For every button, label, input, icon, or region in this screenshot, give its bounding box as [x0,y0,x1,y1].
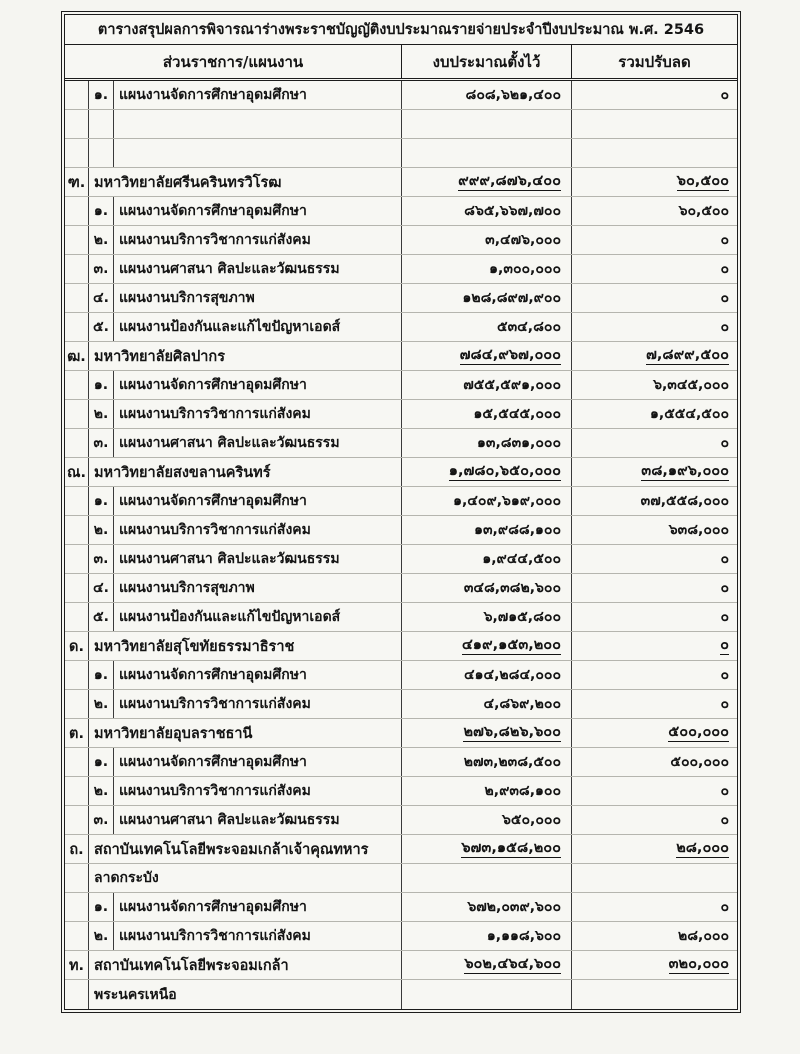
reduction-amount-cell [571,429,737,457]
budget-value: ๖๐๒,๔๖๔,๖๐๐ [464,956,561,973]
reduction-value: ๕๐๐,๐๐๐ [668,724,729,741]
table-row [65,81,737,110]
section-letter-cell: ต. [65,719,89,747]
reduction-amount-cell [571,284,737,312]
table-row [65,951,737,980]
reduction-amount-cell [571,951,737,979]
budget-value: ๑๓,๙๘๘,๑๐๐ [474,522,561,538]
plan-name-cell: แผนงานจัดการศึกษาอุดมศึกษา [119,667,307,683]
item-number-cell: ๑. [89,748,114,776]
table-row [65,110,737,139]
item-number-cell: ๓. [89,255,114,283]
reduction-amount-cell [571,487,737,515]
reduction-value: ๐ [720,435,729,451]
col-header-reduction: รวมปรับลด [571,45,737,78]
section-letter-cell [65,371,89,399]
reduction-value: ๐ [720,290,729,306]
budget-value: ๔๑๔,๒๘๔,๐๐๐ [464,667,561,683]
section-letter-cell [65,690,89,718]
reduction-amount-cell [571,574,737,602]
agency-name-cell: มหาวิทยาลัยศิลปากร [94,348,225,365]
reduction-value: ๒๘,๐๐๐ [678,928,729,944]
section-letter-cell [65,922,89,950]
plan-name-cell: แผนงานบริการสุขภาพ [119,290,255,306]
table-rows [65,81,737,1009]
section-letter-cell [65,603,89,631]
reduction-amount-cell [571,81,737,109]
reduction-value: ๓๘,๑๙๖,๐๐๐ [641,463,729,480]
budget-amount-cell [401,371,571,399]
budget-amount-cell [401,197,571,225]
budget-value: ๑,๓๐๐,๐๐๐ [489,261,561,277]
table-row [65,777,737,806]
budget-amount-cell [401,226,571,254]
budget-amount-cell [401,777,571,805]
item-number-cell: ๑. [89,487,114,515]
agency-name-cell: มหาวิทยาลัยศรีนครินทรวิโรฒ [94,174,282,191]
budget-amount-cell [401,255,571,283]
table-row [65,313,737,342]
reduction-amount-cell [571,922,737,950]
reduction-value: ๑,๕๕๔,๕๐๐ [650,406,729,422]
section-letter-cell: ท. [65,951,89,979]
budget-value: ๔,๘๖๙,๒๐๐ [483,696,561,712]
budget-value: ๙๙๙,๘๗๖,๔๐๐ [458,173,561,190]
table-row [65,835,737,864]
plan-name-cell: แผนงานจัดการศึกษาอุดมศึกษา [119,899,307,915]
budget-amount-cell [401,661,571,689]
reduction-amount-cell [571,893,737,921]
item-number-cell: ๑. [89,81,114,109]
budget-value: ๑๓,๘๓๑,๐๐๐ [477,435,561,451]
item-number-cell: ๒. [89,690,114,718]
section-letter-cell: ด. [65,632,89,660]
section-letter-cell [65,81,89,109]
plan-name-cell: แผนงานบริการสุขภาพ [119,580,255,596]
budget-value: ๗๕๕,๕๙๑,๐๐๐ [463,377,561,393]
budget-value: ๓๔๘,๓๘๒,๖๐๐ [463,580,561,596]
col-header-agency: ส่วนราชการ/แผนงาน [162,52,304,71]
budget-amount-cell [401,835,571,863]
table-row [65,429,737,458]
agency-name-cell: มหาวิทยาลัยอุบลราชธานี [94,725,253,742]
table-row [65,197,737,226]
item-number-cell: ๔. [89,574,114,602]
section-letter-cell [65,226,89,254]
plan-name-cell [114,139,401,167]
item-number-cell: ๑. [89,197,114,225]
plan-name-cell: แผนงานศาสนา ศิลปะและวัฒนธรรม [119,812,340,828]
budget-amount-cell [401,806,571,834]
reduction-amount-cell [571,168,737,196]
section-letter-cell [65,545,89,573]
reduction-value: ๗,๘๙๙,๕๐๐ [645,347,729,364]
budget-value: ๓,๔๗๖,๐๐๐ [485,232,561,248]
table-row [65,632,737,661]
reduction-amount-cell [571,806,737,834]
budget-amount-cell [401,545,571,573]
section-letter-cell: ฒ. [65,342,89,370]
section-letter-cell [65,429,89,457]
plan-name-cell: แผนงานป้องกันและแก้ไขปัญหาเอดส์ [119,609,341,625]
section-letter-cell [65,313,89,341]
agency-name-cell: สถาบันเทคโนโลยีพระจอมเกล้าเจ้าคุณทหาร [94,841,369,858]
budget-value: ๑,๔๐๙,๖๑๙,๐๐๐ [453,493,561,509]
plan-name-cell: แผนงานป้องกันและแก้ไขปัญหาเอดส์ [119,319,341,335]
budget-amount-cell [401,487,571,515]
table-row [65,255,737,284]
table-row [65,487,737,516]
item-number-cell: ๒. [89,516,114,544]
reduction-amount-cell [571,835,737,863]
budget-amount-cell [401,690,571,718]
budget-amount-cell [401,719,571,747]
table-header-row [65,45,737,81]
budget-value: ๗๘๔,๙๖๗,๐๐๐ [459,347,561,364]
reduction-amount-cell [571,139,737,167]
section-letter-cell [65,806,89,834]
section-letter-cell: ถ. [65,835,89,863]
budget-amount-cell [401,81,571,109]
budget-value: ๕๓๔,๘๐๐ [497,319,561,335]
reduction-value: ๖๐,๕๐๐ [676,173,729,190]
table-row [65,168,737,197]
budget-value: ๔๑๙,๑๕๓,๒๐๐ [461,637,561,654]
table-row [65,342,737,371]
plan-name-cell: แผนงานจัดการศึกษาอุดมศึกษา [119,493,307,509]
reduction-amount-cell [571,400,737,428]
plan-name-cell: แผนงานจัดการศึกษาอุดมศึกษา [119,377,307,393]
budget-value: ๖๕๐,๐๐๐ [502,812,561,828]
reduction-value: ๐ [720,812,729,828]
section-letter-cell [65,255,89,283]
reduction-value: ๐ [720,696,729,712]
plan-name-cell: แผนงานบริการวิชาการแก่สังคม [119,696,311,712]
budget-amount-cell [401,951,571,979]
section-letter-cell [65,400,89,428]
section-letter-cell [65,284,89,312]
item-number-cell: ๓. [89,806,114,834]
table-row [65,864,737,893]
budget-amount-cell [401,632,571,660]
budget-amount-cell [401,458,571,486]
reduction-value: ๐ [720,783,729,799]
section-letter-cell [65,980,89,1009]
section-letter-cell [65,661,89,689]
budget-amount-cell [401,284,571,312]
item-number-cell: ๒. [89,777,114,805]
reduction-value: ๐ [720,899,729,915]
section-letter-cell [65,139,89,167]
budget-amount-cell [401,922,571,950]
reduction-amount-cell [571,632,737,660]
budget-value: ๖,๗๑๕,๘๐๐ [483,609,561,625]
agency-name-cell: พระนครเหนือ [94,986,177,1003]
plan-name-cell: แผนงานบริการวิชาการแก่สังคม [119,232,311,248]
budget-value: ๖๗๓,๑๕๘,๒๐๐ [461,840,561,857]
reduction-amount-cell [571,864,737,892]
item-number-cell: ๒. [89,400,114,428]
plan-name-cell: แผนงานจัดการศึกษาอุดมศึกษา [119,203,307,219]
table-title: ตารางสรุปผลการพิจารณาร่างพระราชบัญญัติงบประมาณรายจ่ายประจำปีงบประมาณ พ.ศ. 2546 [65,15,737,45]
section-letter-cell: ณ. [65,458,89,486]
item-number-cell: ๕. [89,603,114,631]
budget-amount-cell [401,313,571,341]
reduction-value: ๐ [720,319,729,335]
plan-name-cell: แผนงานบริการวิชาการแก่สังคม [119,928,311,944]
col-header-budget: งบประมาณตั้งไว้ [401,45,571,78]
reduction-amount-cell [571,313,737,341]
agency-name-cell: มหาวิทยาลัยสุโขทัยธรรมาธิราช [94,638,295,655]
plan-name-cell: แผนงานศาสนา ศิลปะและวัฒนธรรม [119,435,340,451]
budget-amount-cell [401,342,571,370]
item-number-cell: ๔. [89,284,114,312]
budget-value: ๖๗๒,๐๓๙,๖๐๐ [467,899,561,915]
budget-value: ๑๒๘,๘๙๗,๙๐๐ [462,290,561,306]
agency-name-cell: ลาดกระบัง [94,870,159,886]
budget-amount-cell [401,864,571,892]
reduction-amount-cell [571,748,737,776]
reduction-amount-cell [571,719,737,747]
budget-amount-cell [401,139,571,167]
agency-name-cell: มหาวิทยาลัยสงขลานครินทร์ [94,464,271,481]
reduction-value: ๐ [720,551,729,567]
reduction-value: ๐ [720,261,729,277]
item-number-cell [89,110,114,138]
reduction-value: ๐ [720,609,729,625]
reduction-value: ๐ [720,580,729,596]
budget-value: ๑๕,๕๔๕,๐๐๐ [473,406,561,422]
budget-amount-cell [401,893,571,921]
plan-name-cell: แผนงานศาสนา ศิลปะและวัฒนธรรม [119,261,340,277]
reduction-amount-cell [571,603,737,631]
reduction-value: ๐ [720,667,729,683]
item-number-cell: ๒. [89,226,114,254]
plan-name-cell: แผนงานศาสนา ศิลปะและวัฒนธรรม [119,551,340,567]
section-letter-cell [65,574,89,602]
reduction-value: ๓๒๐,๐๐๐ [668,956,729,973]
table-row [65,922,737,951]
section-letter-cell [65,893,89,921]
table-row [65,603,737,632]
section-letter-cell [65,748,89,776]
budget-amount-cell [401,980,571,1009]
reduction-value: ๐ [720,232,729,248]
budget-value: ๑,๑๑๘,๖๐๐ [486,928,561,944]
reduction-amount-cell [571,661,737,689]
plan-name-cell [114,110,401,138]
budget-amount-cell [401,748,571,776]
reduction-amount-cell [571,777,737,805]
reduction-amount-cell [571,255,737,283]
table-row [65,139,737,168]
reduction-value: ๖,๓๔๕,๐๐๐ [653,377,729,393]
item-number-cell [89,139,114,167]
item-number-cell: ๕. [89,313,114,341]
item-number-cell: ๑. [89,371,114,399]
item-number-cell: ๑. [89,893,114,921]
budget-value: ๒,๙๓๘,๑๐๐ [484,783,561,799]
reduction-amount-cell [571,342,737,370]
reduction-value: ๒๘,๐๐๐ [676,840,729,857]
budget-value: ๒๗๖,๘๒๖,๖๐๐ [463,724,561,741]
item-number-cell: ๓. [89,545,114,573]
reduction-value: ๖๓๘,๐๐๐ [668,522,729,538]
reduction-value: ๖๐,๕๐๐ [678,203,729,219]
reduction-amount-cell [571,545,737,573]
reduction-amount-cell [571,226,737,254]
budget-summary-table [64,14,738,1010]
reduction-value: ๕๐๐,๐๐๐ [670,754,729,770]
plan-name-cell: แผนงานบริการวิชาการแก่สังคม [119,783,311,799]
reduction-value: ๓๗,๕๕๘,๐๐๐ [640,493,729,509]
reduction-value: ๐ [720,637,729,654]
reduction-amount-cell [571,690,737,718]
table-row [65,806,737,835]
section-letter-cell [65,864,89,892]
table-row [65,661,737,690]
table-row [65,284,737,313]
budget-amount-cell [401,400,571,428]
table-row [65,226,737,255]
section-letter-cell [65,197,89,225]
agency-name-cell: สถาบันเทคโนโลยีพระจอมเกล้า [94,957,289,974]
reduction-amount-cell [571,458,737,486]
section-letter-cell [65,487,89,515]
budget-amount-cell [401,574,571,602]
table-row [65,893,737,922]
plan-name-cell: แผนงานจัดการศึกษาอุดมศึกษา [119,754,307,770]
item-number-cell: ๓. [89,429,114,457]
item-number-cell: ๑. [89,661,114,689]
budget-amount-cell [401,516,571,544]
section-letter-cell [65,110,89,138]
table-row [65,690,737,719]
reduction-amount-cell [571,516,737,544]
table-row [65,371,737,400]
item-number-cell: ๒. [89,922,114,950]
table-row [65,719,737,748]
budget-value: ๒๗๓,๒๓๘,๕๐๐ [463,754,561,770]
budget-amount-cell [401,429,571,457]
budget-value: ๑,๗๘๐,๖๕๐,๐๐๐ [448,463,561,480]
table-row [65,400,737,429]
table-row [65,516,737,545]
budget-value: ๑,๙๔๔,๕๐๐ [482,551,561,567]
section-letter-cell [65,516,89,544]
budget-value: ๘๖๕,๖๖๗,๗๐๐ [464,203,561,219]
plan-name-cell: แผนงานบริการวิชาการแก่สังคม [119,522,311,538]
budget-amount-cell [401,110,571,138]
reduction-amount-cell [571,371,737,399]
plan-name-cell: แผนงานบริการวิชาการแก่สังคม [119,406,311,422]
reduction-amount-cell [571,110,737,138]
table-row [65,980,737,1009]
budget-value: ๘๐๘,๖๒๑,๔๐๐ [465,87,561,103]
reduction-amount-cell [571,197,737,225]
table-row [65,545,737,574]
section-letter-cell: ฑ. [65,168,89,196]
section-letter-cell [65,777,89,805]
budget-amount-cell [401,603,571,631]
table-row [65,748,737,777]
table-row [65,574,737,603]
budget-amount-cell [401,168,571,196]
reduction-value: ๐ [720,87,729,103]
plan-name-cell: แผนงานจัดการศึกษาอุดมศึกษา [119,87,307,103]
table-row [65,458,737,487]
reduction-amount-cell [571,980,737,1009]
